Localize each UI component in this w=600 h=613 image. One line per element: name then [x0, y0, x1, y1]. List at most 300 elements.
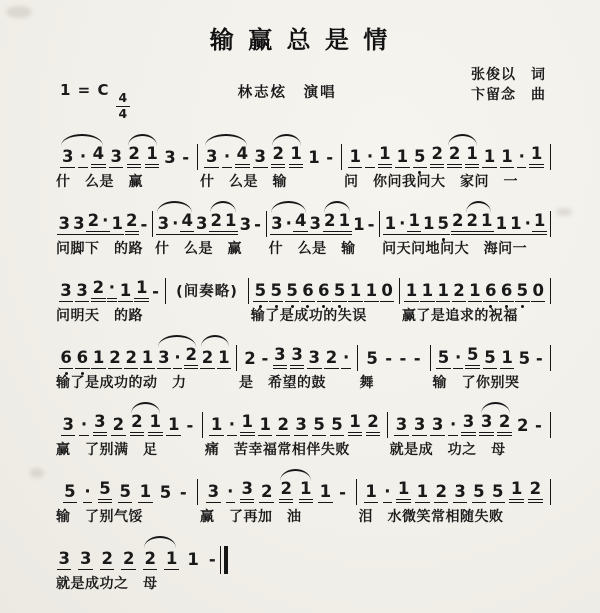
barline — [379, 211, 380, 237]
note: 1 — [111, 214, 123, 233]
note: 3 — [205, 147, 218, 166]
score-header — [58, 65, 546, 121]
note: 5 — [491, 482, 504, 501]
note: 2 — [260, 482, 273, 501]
note: - — [254, 215, 261, 234]
note: 1 — [210, 415, 223, 434]
note: 1 — [299, 479, 313, 503]
note: - — [413, 349, 421, 368]
lyric-line: 什 么是 赢 — [56, 174, 143, 190]
note: - — [179, 483, 187, 502]
notes-row — [238, 334, 355, 369]
score-system — [55, 401, 552, 459]
note: 5 — [285, 281, 299, 302]
slur-arc — [466, 201, 491, 213]
note: 3 — [271, 214, 283, 233]
slur-arc — [271, 201, 306, 213]
note: 2 — [465, 211, 479, 235]
note: · — [384, 482, 391, 501]
note: 3 — [79, 549, 92, 568]
note: 2 — [528, 479, 542, 503]
note: 2 — [125, 211, 139, 235]
note: · — [399, 214, 406, 233]
note: 6 — [301, 281, 315, 302]
note: 5 — [119, 482, 131, 501]
note: 5 — [331, 415, 343, 434]
measure — [359, 334, 429, 392]
measure — [268, 200, 379, 258]
notes-row — [154, 200, 265, 235]
note: 2 — [112, 415, 125, 434]
note: 1 — [349, 147, 361, 166]
note: 1 — [353, 215, 365, 234]
note: 2 — [447, 144, 461, 168]
note: 3 — [254, 147, 266, 166]
note: - — [367, 215, 375, 234]
lyric-line: 舞 — [359, 375, 375, 391]
slur-arc — [61, 134, 103, 146]
notes-row — [381, 200, 549, 235]
note: 5 — [413, 147, 427, 168]
note: · — [342, 348, 350, 367]
note: 1 — [501, 147, 513, 166]
barline — [357, 345, 358, 371]
barline — [197, 144, 198, 170]
note: 3 — [58, 214, 71, 233]
note: 1 — [148, 412, 162, 436]
performer-credit: 林志炫 演唱 — [237, 85, 337, 101]
note: 1 — [483, 147, 496, 166]
note: · — [84, 482, 91, 501]
note: · — [285, 214, 292, 233]
score-system — [55, 334, 552, 392]
note: 5 — [484, 348, 496, 367]
note: 2 — [323, 211, 337, 235]
measure — [358, 468, 549, 526]
measure — [199, 133, 340, 191]
slur-arc — [448, 134, 477, 146]
barline — [165, 278, 166, 304]
note: 0 — [532, 281, 544, 300]
note: 1 — [509, 479, 523, 503]
credits — [471, 65, 546, 105]
score — [55, 133, 552, 593]
barline — [399, 278, 400, 304]
note: 1 — [240, 412, 254, 436]
note: 2 — [366, 412, 380, 436]
note: - — [186, 416, 194, 435]
note: 1 — [384, 214, 397, 233]
key-label: 1 = C — [60, 81, 110, 99]
notes-row — [343, 133, 549, 168]
note: - — [261, 349, 269, 368]
note: 1 — [405, 281, 418, 300]
barline — [197, 479, 198, 505]
barline — [202, 412, 203, 438]
note: 5 — [465, 345, 479, 369]
measure — [401, 267, 549, 325]
note: 3 — [62, 415, 74, 434]
note: 3 — [240, 479, 254, 503]
note: 2 — [91, 278, 105, 302]
note: 1 — [259, 415, 271, 434]
notes-row — [358, 468, 549, 503]
note: 1 — [529, 144, 543, 168]
measure — [154, 200, 265, 258]
measure — [381, 200, 549, 258]
barline — [550, 479, 551, 505]
barline — [550, 345, 551, 371]
notes-row — [55, 267, 164, 302]
note: 3 — [164, 148, 176, 167]
note: 1 — [510, 214, 522, 233]
notes-row — [55, 535, 219, 570]
notes-row — [359, 334, 429, 369]
note: 5 — [313, 415, 325, 434]
note: 2 — [277, 415, 289, 434]
lyric-line: 赢 了再加 油 — [200, 509, 302, 525]
note: 2 — [109, 348, 121, 367]
lyric-line: 赢了是追求的祝福 — [401, 308, 518, 324]
note: 3 — [239, 215, 252, 234]
note: 2 — [201, 348, 214, 367]
low-octave-dot — [291, 305, 294, 308]
note: · — [227, 482, 234, 501]
measure — [55, 133, 196, 191]
note: 5 — [515, 281, 529, 302]
note: 1 — [218, 348, 230, 367]
notes-row — [199, 133, 340, 168]
measure — [167, 267, 247, 325]
note: 1 — [422, 214, 435, 233]
note: 4 — [180, 211, 194, 235]
note: 1 — [416, 482, 429, 501]
note: · — [101, 211, 110, 235]
note: · — [454, 348, 462, 367]
score-system — [55, 535, 552, 593]
note: 2 — [184, 345, 198, 369]
note: 5 — [332, 281, 346, 302]
note: 3 — [308, 348, 321, 367]
note: - — [339, 483, 346, 502]
note: 1 — [495, 214, 508, 233]
barline — [550, 144, 551, 170]
note: 3 — [454, 482, 466, 501]
lyric-line: 就是成功之 母 — [56, 576, 158, 592]
note: 2 — [125, 348, 137, 367]
scan-smudge — [6, 6, 32, 18]
lyric-line: 什 么是 赢 — [155, 241, 243, 257]
note: 3 — [158, 348, 170, 367]
final-barline — [220, 546, 228, 574]
slur-arc — [131, 402, 160, 414]
note: 1 — [396, 479, 410, 503]
note: 1 — [480, 211, 494, 235]
note: 6 — [59, 348, 73, 369]
note: - — [182, 148, 190, 167]
slur-arc — [144, 536, 176, 548]
note: 3 — [110, 147, 122, 166]
note: 2 — [209, 211, 223, 235]
note: 6 — [499, 281, 513, 302]
score-system — [55, 133, 552, 191]
note: - — [140, 215, 148, 234]
note: - — [208, 550, 216, 569]
note: · — [174, 348, 181, 367]
note: 1 — [407, 211, 421, 235]
note: 3 — [76, 281, 88, 300]
note: · — [366, 147, 374, 166]
lyric-line: 输了是成功的失误 — [250, 308, 367, 324]
measure — [204, 401, 386, 459]
note: - — [399, 349, 407, 368]
note: 3 — [461, 412, 475, 436]
note: 1 — [365, 482, 377, 501]
time-numerator: 4 — [118, 90, 129, 105]
note: 2 — [453, 281, 465, 300]
lyric-line: 问脚下 的路 — [56, 241, 143, 257]
notes-row — [55, 133, 196, 168]
note: 2 — [122, 549, 135, 568]
score-system — [55, 468, 552, 526]
key-signature — [60, 81, 130, 121]
note: - — [535, 349, 543, 368]
note: 3 — [58, 549, 70, 568]
measure — [199, 468, 355, 526]
note: 5 — [366, 349, 378, 368]
note: 5 — [436, 214, 450, 235]
notes-row — [55, 334, 235, 369]
low-octave-dot — [521, 305, 524, 308]
note: 2 — [497, 412, 511, 436]
note: 6 — [317, 281, 331, 302]
note: 1 — [289, 144, 303, 168]
barline — [550, 211, 551, 237]
scan-smudge — [556, 208, 572, 216]
notes-row — [250, 267, 398, 302]
note: · — [172, 214, 179, 233]
note: 3 — [93, 412, 107, 436]
note: 2 — [144, 549, 156, 568]
slur-arc — [158, 335, 196, 347]
measure — [250, 267, 398, 325]
composer-credit: 卞留念 曲 — [471, 87, 546, 103]
note: 5 — [159, 483, 172, 502]
notes-row — [55, 200, 151, 235]
measure — [238, 334, 355, 392]
note: 1 — [145, 144, 159, 168]
note: 5 — [437, 348, 450, 367]
note: 0 — [381, 281, 393, 300]
scan-smudge — [30, 468, 44, 478]
lyric-line: 什 么是 输 — [200, 174, 288, 190]
measure — [55, 468, 196, 526]
barline — [236, 345, 237, 371]
note: - — [535, 416, 542, 435]
note: 5 — [269, 281, 283, 302]
notes-row — [167, 267, 247, 302]
note: 3 — [73, 214, 85, 233]
slur-arc — [201, 335, 229, 347]
low-octave-dot — [65, 372, 68, 375]
note: 1 — [119, 281, 132, 300]
note: 1 — [532, 211, 546, 235]
note: 1 — [437, 281, 449, 300]
slur-arc — [324, 201, 350, 213]
note: 1 — [139, 482, 152, 501]
note: 2 — [451, 211, 465, 235]
note: · — [524, 214, 531, 233]
note: 1 — [308, 148, 320, 167]
note: · — [449, 415, 457, 434]
note: 4 — [235, 144, 249, 168]
measure — [55, 200, 151, 258]
measure — [55, 401, 201, 459]
slur-arc — [128, 134, 157, 146]
notes-row — [55, 401, 201, 436]
notes-row — [389, 401, 549, 436]
time-signature — [116, 91, 130, 121]
note: 5 — [473, 482, 485, 501]
score-system — [55, 267, 552, 325]
barline — [550, 412, 551, 438]
low-octave-dot — [259, 305, 262, 308]
note: 2 — [325, 348, 338, 367]
note: 1 — [469, 281, 481, 300]
note: 2 — [86, 211, 100, 235]
interlude-label: (间奏略) — [176, 284, 238, 300]
note: 1 — [396, 147, 409, 166]
notes-row — [432, 334, 549, 369]
note: 3 — [479, 412, 493, 436]
note: 3 — [309, 214, 321, 233]
note: 4 — [293, 211, 307, 235]
note: - — [152, 282, 159, 301]
note: 4 — [91, 144, 105, 168]
note: 5 — [253, 281, 267, 302]
lyric-line — [167, 307, 247, 325]
note: 3 — [273, 345, 287, 369]
note: 1 — [167, 415, 180, 434]
lyric-line: 什 么是 输 — [268, 241, 356, 257]
low-octave-dot — [275, 305, 278, 308]
note: 3 — [295, 415, 307, 434]
note: · — [79, 147, 87, 166]
low-octave-dot — [442, 238, 445, 241]
lyric-line: 问明天 的路 — [56, 308, 143, 324]
barline — [387, 412, 388, 438]
note: · — [107, 278, 116, 302]
lyric-line: 是 希望的鼓 — [239, 375, 327, 391]
note: 3 — [207, 482, 220, 501]
note: 3 — [157, 214, 170, 233]
notes-row — [401, 267, 549, 302]
note: 5 — [518, 349, 531, 368]
note: 3 — [413, 415, 426, 434]
note: 2 — [271, 144, 285, 168]
slur-arc — [210, 201, 236, 213]
note: 3 — [60, 281, 72, 300]
note: 3 — [195, 214, 208, 233]
note: 2 — [101, 549, 113, 568]
measure — [55, 334, 235, 392]
note: 3 — [395, 415, 408, 434]
lyric-line: 赢 了别满 足 — [56, 442, 158, 458]
note: 1 — [501, 348, 513, 367]
note: 1 — [378, 144, 392, 168]
note: · — [518, 147, 525, 166]
barline — [341, 144, 342, 170]
note: · — [228, 415, 236, 434]
note: 1 — [141, 348, 154, 367]
notes-row — [268, 200, 379, 235]
note: 1 — [92, 348, 105, 367]
lyric-line: 问天问地问大 海问一 — [382, 241, 528, 257]
notes-row — [199, 468, 355, 503]
lyric-line: 泪 水微笑常相随失败 — [358, 509, 504, 525]
note: 3 — [61, 147, 74, 166]
note: 1 — [465, 144, 479, 168]
slur-arc — [205, 134, 247, 146]
measure — [432, 334, 549, 392]
note: 1 — [348, 412, 362, 436]
measure — [55, 535, 219, 593]
notes-row — [204, 401, 386, 436]
lyric-line: 输 了你别哭 — [432, 375, 520, 391]
lyric-line: 输 了别气馁 — [56, 509, 143, 525]
note: 2 — [279, 479, 293, 503]
barline — [356, 479, 357, 505]
slur-arc — [481, 402, 510, 414]
measure — [343, 133, 549, 191]
note: 2 — [516, 416, 529, 435]
score-system — [55, 200, 552, 258]
note: 2 — [130, 412, 144, 436]
lyricist-credit: 张俊以 词 — [471, 67, 546, 83]
note: 2 — [435, 482, 447, 501]
lyric-line: 输了是成功的动 力 — [56, 375, 187, 391]
barline — [248, 278, 249, 304]
slur-arc — [272, 134, 301, 146]
note: 5 — [64, 482, 76, 501]
note: 1 — [319, 482, 332, 501]
note: 6 — [483, 281, 497, 302]
note: · — [80, 415, 88, 434]
slur-arc — [280, 469, 311, 481]
barline — [430, 345, 431, 371]
note: · — [223, 147, 231, 166]
note: - — [385, 349, 393, 368]
slur-arc — [157, 201, 192, 213]
note: 1 — [365, 281, 378, 300]
note: 1 — [134, 278, 148, 302]
note: 1 — [421, 281, 434, 300]
barline — [266, 211, 267, 237]
lyric-line: 就是成 功之 母 — [389, 442, 506, 458]
note: 1 — [224, 211, 238, 235]
barline — [152, 211, 153, 237]
note: 1 — [165, 549, 178, 568]
note: 1 — [349, 281, 362, 300]
note: 2 — [430, 144, 444, 168]
barline — [550, 278, 551, 304]
song-title: 输 赢 总 是 情 — [209, 26, 391, 54]
note: 1 — [187, 550, 199, 569]
note: 2 — [127, 144, 141, 168]
note: - — [326, 148, 334, 167]
note: 3 — [431, 415, 444, 434]
lyric-line: 痛 苦幸福常相伴失败 — [204, 442, 350, 458]
